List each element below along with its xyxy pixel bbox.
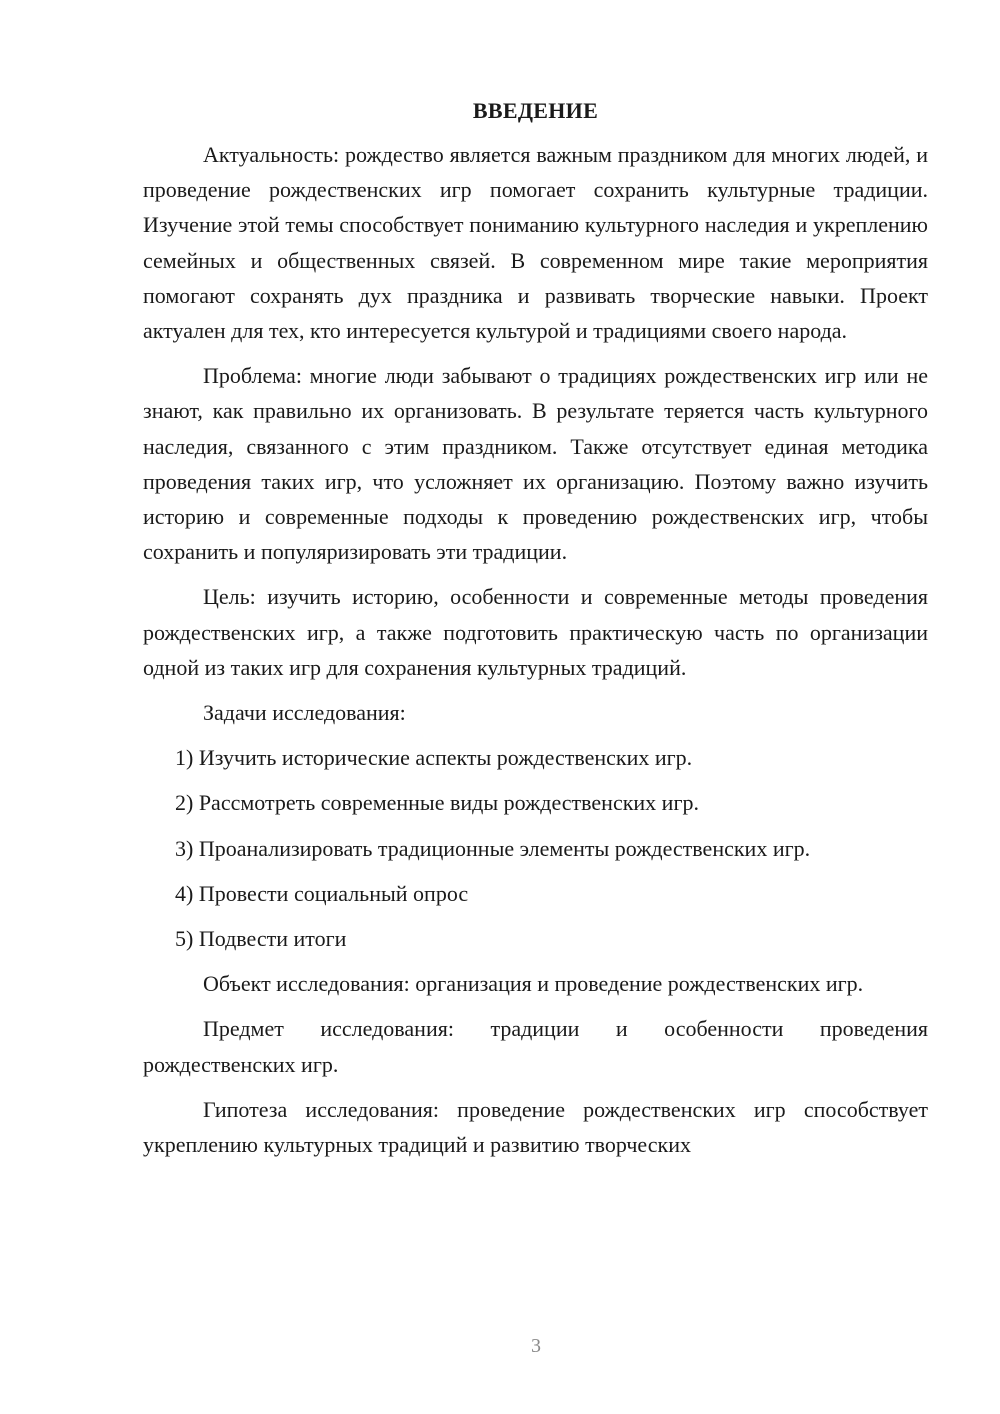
tasks-heading: Задачи исследования: — [203, 700, 406, 726]
paragraph-hypothesis: Гипотеза исследования: проведение рождественских игр способствует укреплению культурных традиций и развитию творческих — [143, 1096, 928, 1158]
paragraph-problem: Проблема: многие люди забывают о традициях рождественских игр или не знают, как правильно их организовать. В результате теряется часть культурного наследия, связанного с этим праздником. Также отсутствует единая методика проведения таких игр, что усложняет их организацию. Поэтому важно изучить историю и современные подходы к проведению рождественских игр, чтобы сохранить и популяризировать эти традиции. — [143, 363, 928, 565]
section-title: ВВЕДЕНИЕ — [472, 98, 599, 123]
task-item: 5) Подвести итоги — [175, 926, 347, 952]
paragraph-subject: Предмет исследования: традиции и особенности проведения рождественских игр. — [143, 1016, 928, 1077]
document-page — [143, 95, 928, 1162]
paragraph-object: Объект исследования: организация и проведение рождественских игр. — [203, 971, 864, 997]
paragraph-relevance: Актуальность: рождество является важным праздником для многих людей, и проведение рождественских игр помогает сохранить культурные традиции. Изучение этой темы способствует пониманию культурного наследия и укреплению семейных и общественных связей. В современном мире такие мероприятия помогают сохранять дух праздника и развивать творческие навыки. Проект актуален для тех, кто интересуется культурой и традициями своего народа. — [143, 142, 928, 344]
paragraph-goal: Цель: изучить историю, особенности и современные методы проведения рождественских игр, а также подготовить практическую часть по организации одной из таких игр для сохранения культурных традиций. — [143, 584, 928, 680]
page-number: 3 — [531, 1335, 541, 1357]
task-item: 2) Рассмотреть современные виды рождественских игр. — [175, 790, 699, 816]
task-item: 4) Провести социальный опрос — [175, 880, 469, 906]
task-item: 1) Изучить исторические аспекты рождественских игр. — [175, 745, 693, 771]
task-item: 3) Проанализировать традиционные элементы рождественских игр. — [175, 835, 811, 861]
